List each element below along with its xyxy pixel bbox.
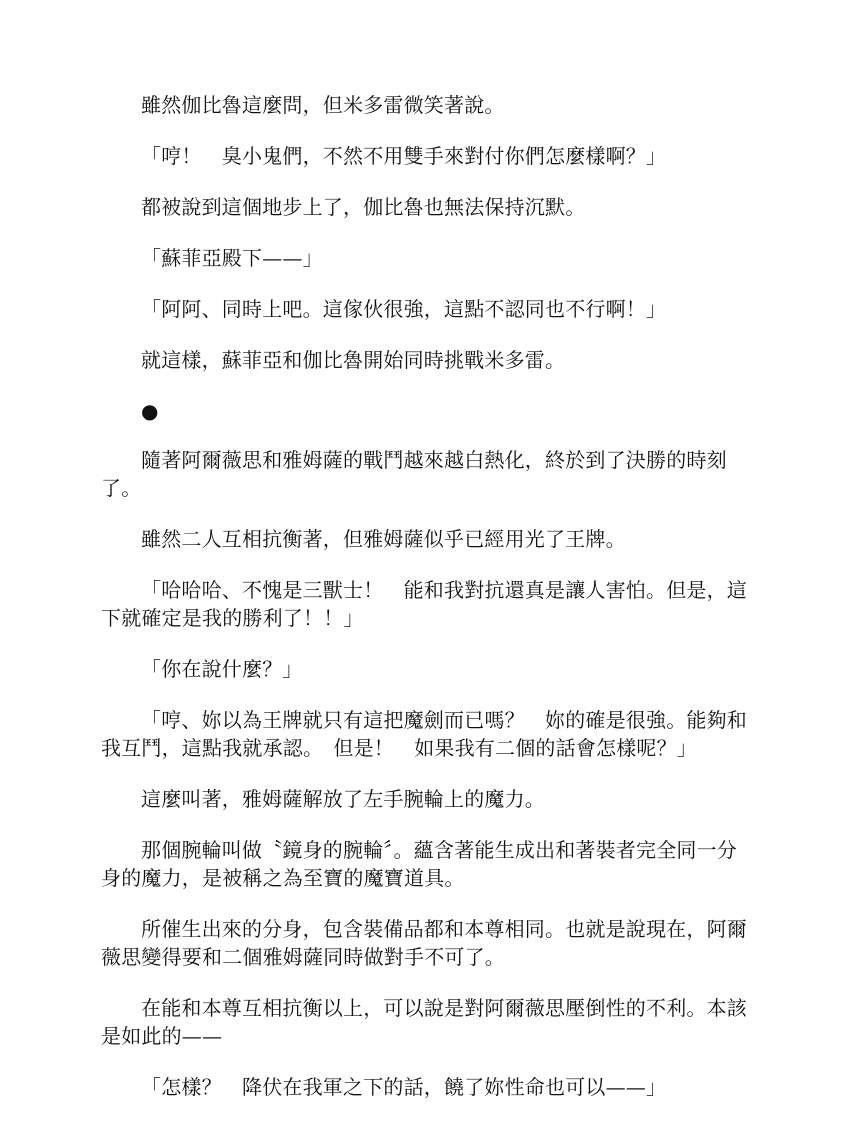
- paragraph: 這麼叫著，雅姆薩解放了左手腕輪上的魔力。: [141, 787, 545, 811]
- paragraph: 「哼、妳以為王牌就只有這把魔劍而已嗎？ 妳的確是很強。能夠和我互鬥，這點我就承認。 但是！ 如果我有二個的話會怎樣呢？」: [101, 708, 747, 760]
- paragraph: 「蘇菲亞殿下——」: [141, 246, 323, 270]
- paragraph: 隨著阿爾薇思和雅姆薩的戰鬥越來越白熱化，終於到了決勝的時刻了。: [101, 448, 727, 500]
- document-page: [101, 91, 749, 1124]
- paragraph: 都被說到這個地步上了，伽比魯也無法保持沉默。: [141, 195, 586, 219]
- paragraph: 「哼！ 臭小鬼們，不然不用雙手來對付你們怎麼樣啊？」: [141, 144, 667, 168]
- paragraph: 「阿阿、同時上吧。這傢伙很強，這點不認同也不行啊！」: [141, 297, 667, 321]
- paragraph: 雖然二人互相抗衡著，但雅姆薩似乎已經用光了王牌。: [141, 527, 626, 551]
- paragraph: 「哈哈哈、不愧是三獸士！ 能和我對抗還真是讓人害怕。但是，這下就確定是我的勝利了！！」: [101, 578, 747, 630]
- paragraph: 那個腕輪叫做〝鏡身的腕輪〞。蘊含著能生成出和著裝者完全同一分身的魔力，是被稱之為至寶的魔寶道具。: [101, 838, 737, 890]
- paragraph: 就這樣，蘇菲亞和伽比魯開始同時挑戰米多雷。: [141, 348, 566, 372]
- paragraph: 雖然伽比魯這麼問，但米多雷微笑著說。: [141, 93, 505, 117]
- scene-break-bullet: ●: [141, 399, 159, 423]
- paragraph: 所催生出來的分身，包含裝備品都和本尊相同。也就是說現在，阿爾薇思變得要和二個雅姆薩同時做對手不可了。: [101, 917, 747, 969]
- paragraph: 「怎樣？ 降伏在我軍之下的話，饒了妳性命也可以——」: [141, 1075, 667, 1099]
- paragraph: 「你在說什麼？」: [141, 657, 303, 681]
- paragraph: 在能和本尊互相抗衡以上，可以說是對阿爾薇思壓倒性的不利。本該是如此的——: [101, 996, 747, 1048]
